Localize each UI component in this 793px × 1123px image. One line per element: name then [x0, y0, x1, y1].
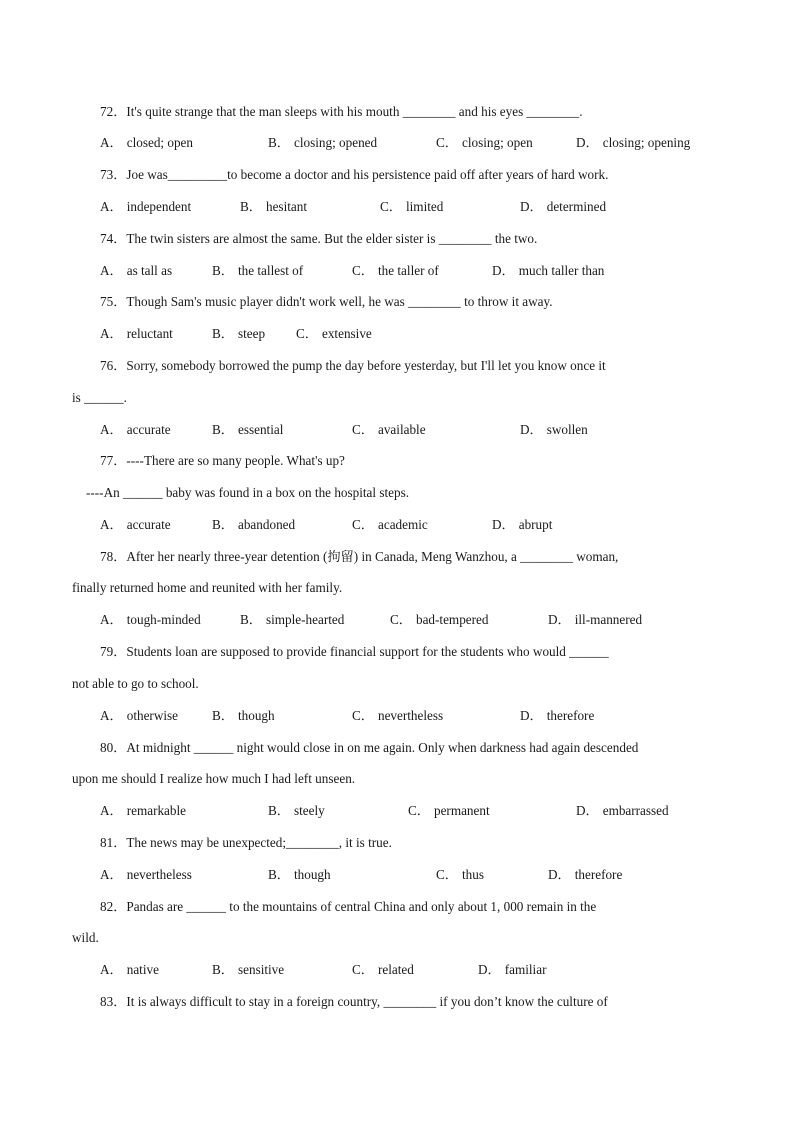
- question-81-stem: 81．The news may be unexpected;________, it is true.: [100, 835, 392, 850]
- q73-option-d: D． determined: [520, 199, 607, 214]
- q81-option-a: A． nevertheless: [100, 867, 192, 882]
- q72-option-c: C． closing; open: [436, 135, 533, 150]
- question-79-stem-cont: not able to go to school.: [72, 676, 199, 691]
- q74-option-a: A． as tall as: [100, 263, 173, 278]
- q75-option-c: C． extensive: [296, 326, 372, 341]
- q78-option-b: B． simple-hearted: [240, 612, 345, 627]
- q72-option-d: D． closing; opening: [576, 135, 691, 150]
- q82-option-b: B． sensitive: [212, 962, 285, 977]
- q72-option-b: B． closing; opened: [268, 135, 378, 150]
- q74-option-d: D． much taller than: [492, 263, 605, 278]
- question-77-stem-cont: ----An ______ baby was found in a box on the hospital steps.: [86, 485, 410, 500]
- q82-option-d: D． familiar: [478, 962, 547, 977]
- q76-option-b: B． essential: [212, 422, 284, 437]
- q79-option-b: B． though: [212, 708, 275, 723]
- question-80-stem-cont: upon me should I realize how much I had left unseen.: [72, 771, 356, 786]
- q73-option-c: C． limited: [380, 199, 444, 214]
- q75-option-a: A． reluctant: [100, 326, 173, 341]
- q77-option-d: D． abrupt: [492, 517, 553, 532]
- q80-option-c: C． permanent: [408, 803, 490, 818]
- q77-option-b: B． abandoned: [212, 517, 296, 532]
- q72-option-a: A． closed; open: [100, 135, 194, 150]
- q81-option-d: D． therefore: [548, 867, 623, 882]
- question-74-stem: 74．The twin sisters are almost the same. But the elder sister is ________ the two.: [100, 231, 538, 246]
- q74-option-c: C． the taller of: [352, 263, 439, 278]
- q76-option-d: D． swollen: [520, 422, 588, 437]
- q75-option-b: B． steep: [212, 326, 266, 341]
- q79-option-c: C． nevertheless: [352, 708, 444, 723]
- question-82-stem-cont: wild.: [72, 930, 99, 945]
- q78-option-d: D． ill-mannered: [548, 612, 643, 627]
- q79-option-d: D． therefore: [520, 708, 595, 723]
- q82-option-c: C． related: [352, 962, 414, 977]
- q73-option-a: A． independent: [100, 199, 192, 214]
- q73-option-b: B． hesitant: [240, 199, 308, 214]
- question-80-stem: 80．At midnight ______ night would close in on me again. Only when darkness had again descended: [100, 740, 639, 755]
- question-76-stem-cont: is ______.: [72, 390, 127, 405]
- q82-option-a: A． native: [100, 962, 159, 977]
- q74-option-b: B． the tallest of: [212, 263, 304, 278]
- q81-option-b: B． though: [268, 867, 331, 882]
- question-77-stem: 77．----There are so many people. What's up?: [100, 453, 345, 468]
- question-72-stem: 72．It's quite strange that the man sleeps with his mouth ________ and his eyes ________.: [100, 104, 583, 119]
- q77-option-a: A． accurate: [100, 517, 171, 532]
- question-78-stem: 78．After her nearly three-year detention (拘留) in Canada, Meng Wanzhou, a ________ woman,: [100, 549, 619, 564]
- question-82-stem: 82．Pandas are ______ to the mountains of central China and only about 1, 000 remain in the: [100, 899, 597, 914]
- question-78-stem-cont: finally returned home and reunited with her family.: [72, 580, 343, 595]
- q77-option-c: C． academic: [352, 517, 428, 532]
- q81-option-c: C． thus: [436, 867, 484, 882]
- question-79-stem: 79．Students loan are supposed to provide financial support for the students who would ______: [100, 644, 609, 659]
- q79-option-a: A． otherwise: [100, 708, 178, 723]
- q78-option-a: A． tough-minded: [100, 612, 201, 627]
- q78-option-c: C． bad-tempered: [390, 612, 489, 627]
- q80-option-d: D． embarrassed: [576, 803, 669, 818]
- question-76-stem: 76．Sorry, somebody borrowed the pump the day before yesterday, but I'll let you know once it: [100, 358, 606, 373]
- q76-option-c: C． available: [352, 422, 426, 437]
- q80-option-a: A． remarkable: [100, 803, 187, 818]
- q76-option-a: A． accurate: [100, 422, 171, 437]
- question-73-stem: 73．Joe was_________to become a doctor and his persistence paid off after years of hard work.: [100, 167, 609, 182]
- question-75-stem: 75．Though Sam's music player didn't work well, he was ________ to throw it away.: [100, 294, 553, 309]
- question-83-stem: 83．It is always difficult to stay in a foreign country, ________ if you don’t know the culture of: [100, 994, 608, 1009]
- q80-option-b: B． steely: [268, 803, 325, 818]
